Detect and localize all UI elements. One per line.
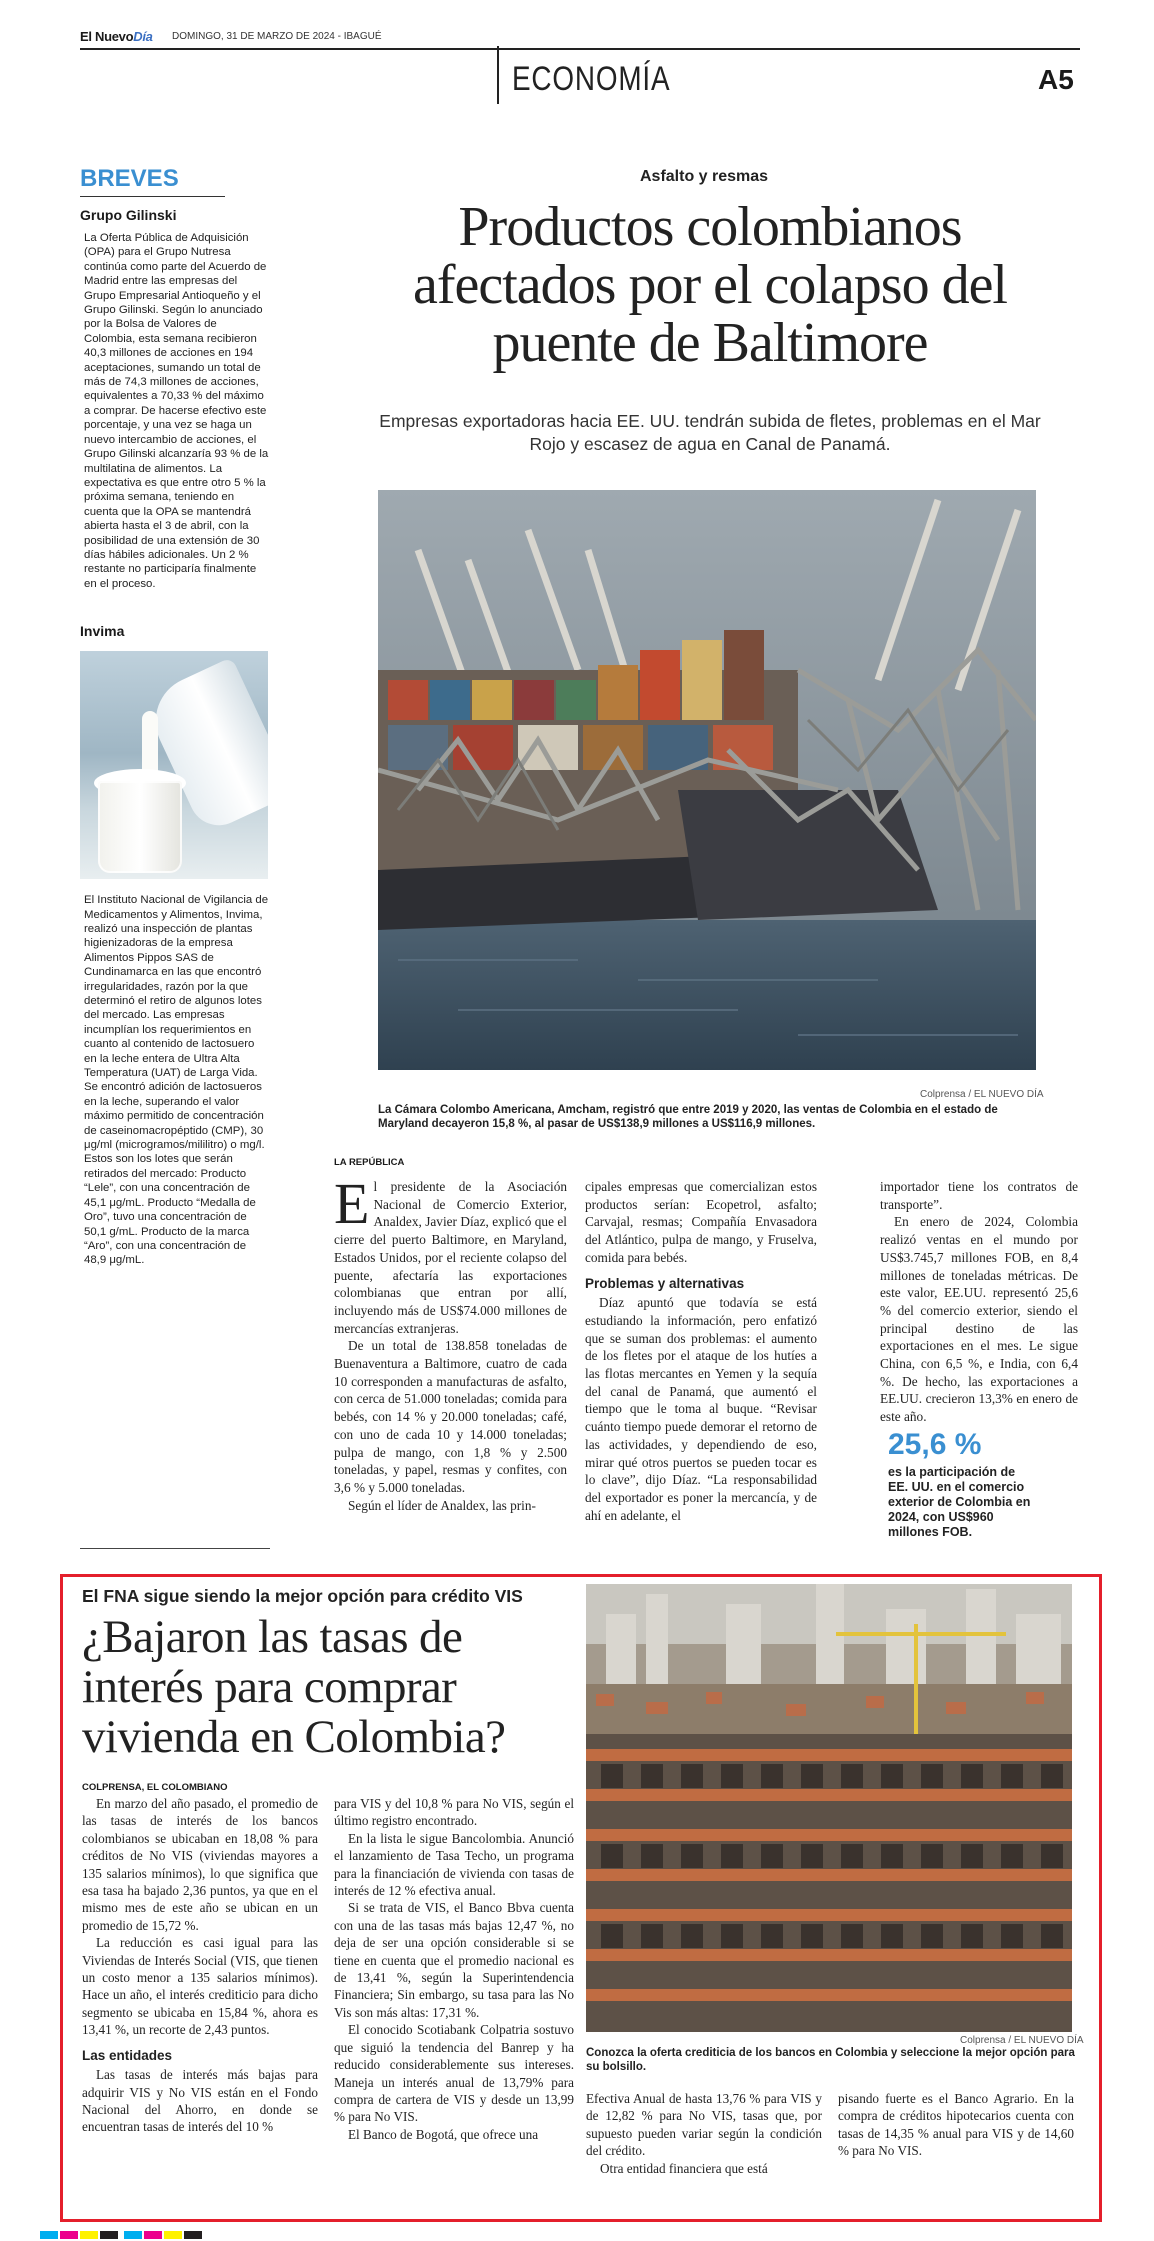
paragraph: para VIS y del 10,8 % para No VIS, según el último registro encontrado. [334, 1796, 574, 1829]
bridge-photo [378, 490, 1036, 1070]
section-name: ECONOMÍA [512, 60, 671, 98]
masthead [80, 28, 1080, 50]
paragraph: De un total de 138.858 toneladas de Buenaventura a Baltimore, cuatro de cada 10 corresponden a manufacturas de asfalto, con cerca de 51.000 toneladas; comida para bebés, con 14 % y 20.000 toneladas; café, con uno de cada 10 y 14.000 toneladas; pulpa de mango, con 1,8 % y 2.500 toneladas, y papel, resmas y confites, con 3,6 % y 5.000 toneladas. [334, 1338, 567, 1495]
paragraph: Según el líder de Analdex, las prin- [348, 1497, 536, 1513]
photo-credit: Colprensa / EL NUEVO DÍA [920, 1089, 1044, 1100]
sidebar-rule [80, 1548, 270, 1549]
subheading: Las entidades [82, 2047, 173, 2063]
paragraph: El Banco de Bogotá, que ofrece una [348, 2126, 539, 2142]
vis-column-2 [334, 1795, 574, 2143]
story-column-3 [880, 1178, 1078, 1426]
building-photo-illustration [586, 1584, 1072, 2032]
story-deck: Empresas exportadoras hacia EE. UU. tendrán subida de fletes, problemas en el Mar Rojo y escasez de agua en Canal de Panamá. [379, 411, 1041, 454]
brief-heading: Invima [80, 623, 125, 640]
paragraph: En la lista le sigue Bancolombia. Anunció el lanzamiento de Tasa Techo, un programa para la financiación de vivienda con tasas de interés de 12 % efectiva anual. [334, 1830, 574, 1899]
paragraph: Efectiva Anual de hasta 13,76 % para VIS y de 12,82 % para No VIS, tasas que, por supuesto pueden variar según la condición del crédito. [586, 2091, 822, 2159]
photo-caption: Conozca la oferta crediticia de los bancos en Colombia y seleccione la mejor opción para su bolsillo. [586, 2047, 1075, 2073]
paragraph: importador tiene los contratos de transporte”. [880, 1179, 1078, 1212]
stat-number: 25,6 % [888, 1428, 982, 1461]
vis-source: COLPRENSA, EL COLOMBIANO [82, 1782, 228, 1793]
paragraph: cipales empresas que comercializan estos productos serían: Ecopetrol, asfalto; Carvajal, resmas; Compañía Envasadora del Atlántico, pulpa de mango, y Fruselva, comida para bebés. [585, 1179, 817, 1265]
brief-body: El Instituto Nacional de Vigilancia de Medicamentos y Alimentos, Invima, realizó una inspección de plantas higienizadoras de la empresa Alimentos Pippos SAS de Cundinamarca en las que encontró irregularidades, razón por la que determinó el retiro de algunos lotes del mercado. Las empresas incumplían los requerimientos en cuanto al contenido de lactosuero en la leche entera de Ultra Alta Temperatura (UAT) de Larga Vida. Se encontró adición de lactosueros en la leche, superando el valor máximo permitido de concentración de caseinomacropéptido (CMP), 30 μg/ml (microgramos/mililitro) o mg/l. Estos son los lotes que serán retirados del mercado: Producto “Lele”, con una concentración de 45,1 μg/mL. Producto “Medalla de Oro”, tuvo una concentración de 50,1 g/mL. Producto de la marca “Aro”, con una concentración de 48,9 μg/mL. [84, 894, 269, 1267]
story-column-1 [334, 1171, 567, 1514]
vis-kicker: El FNA sigue siendo la mejor opción para crédito VIS [82, 1586, 523, 1606]
paragraph [334, 1171, 567, 1337]
story-column-2 [585, 1178, 817, 1524]
story-kicker: Asfalto y resmas [640, 168, 769, 185]
stat-description: es la participación de EE. UU. en el comercio exterior de Colombia en 2024, con US$960 millones FOB. [888, 1465, 1031, 1539]
newspaper-logo [80, 29, 153, 44]
subheading: Problemas y alternativas [585, 1275, 745, 1291]
milk-glass-shape [98, 781, 182, 873]
paragraph: El conocido Scotiabank Colpatria sostuvo que siguió la tendencia del Banrep y ha reducido considerablemente sus intereses. Maneja un interés anual de 13,79% para compra de cartera de VIS y desde un 13,99 % para No VIS. [334, 2022, 574, 2125]
paragraph-text: l presidente de la Asociación Nacional de Comercio Exterior, Analdex, Javier Díaz, explicó que el cierre del puerto Baltimore, en Maryland, Estados Unidos, por el reciente colapso del puente, afectaría las exportaciones colombianas que entran por allí, incluyendo más de US$74.000 millones de mercancías extranjeras. [334, 1179, 567, 1336]
paragraph: pisando fuerte es el Banco Agrario. En la compra de créditos hipotecarios cuenta con tasas de 14,35 % anual para VIS y de 14,60 % para No VIS. [838, 2091, 1074, 2159]
milk-photo [80, 651, 268, 879]
paragraph: Otra entidad financiera que está [600, 2160, 768, 2176]
paragraph: En enero de 2024, Colombia realizó ventas en el mundo por US$3.745,7 millones FOB, en 8,4 millones de toneladas métricas. De este valor, EE.UU. representó 25,6 % del comercio exterior, siendo el principal destino de las exportaciones en el mes. Le sigue China, con 6,5 %, e India, con 6,4 %. De hecho, las exportaciones a EE.UU. crecieron 13,3% en enero de este año. [880, 1214, 1078, 1425]
registration-mark-icon [40, 2226, 1114, 2236]
building-photo [586, 1584, 1072, 2032]
photo-caption: La Cámara Colombo Americana, Amcham, registró que entre 2019 y 2020, las ventas de Colombia en el estado de Maryland decayeron 15,8 %, al pasar de US$138,9 millones a US$116,9 millones. [378, 1104, 998, 1130]
story-source: LA REPÚBLICA [334, 1157, 405, 1168]
page-number: A5 [1038, 64, 1074, 95]
paragraph: Las tasas de interés más bajas para adquirir VIS y No VIS están en el Fondo Nacional del Ahorro, en donde se encuentran tasas de interés del 10 % [82, 2067, 318, 2135]
paragraph: Si se trata de VIS, el Banco Bbva cuenta con una de las tasas más bajas 12,47 %, no deja de ser una opción considerable si se tiene en cuenta que el promedio nacional es de 13,41 %, según la Superintendencia Financiera; Sin embargo, su tasa para las No Vis son más altas: 17,31 %. [334, 1900, 574, 2020]
paragraph: La reducción es casi igual para las Viviendas de Interés Social (VIS, que tienen un costo menor a 135 salarios mínimos). Hace un año, el interés crediticio para dicho segmento se ubicaba en 15,84 %, ahora es 13,41 %, un recorte de 2,43 puntos. [82, 1935, 318, 2038]
vis-headline: ¿Bajaron las tasas de interés para comprar vivienda en Colombia? [82, 1611, 506, 1763]
sidebar-breves [80, 165, 270, 1268]
paragraph: Díaz apuntó que todavía se está estudiando la información, pero enfatizó que se suman dos problemas: el aumento de los fletes por el ataque de los hutíes a las flotas mercantes en Yemen y la sequía del canal de Panamá, que aumentó el tiempo que le toma al buque. “Revisar cuánto tiempo puede demorar el retorno de las actividades, y dependiendo de eso, mirar qué otros puertos se pueden tocar es lo clave”, dijo Díaz. “La responsabilidad del exportador es poner la mercancía, y de ahí en adelante, el [585, 1295, 817, 1523]
logo-accent: Día [133, 29, 153, 44]
vis-column-1 [82, 1795, 318, 2136]
photo-credit: Colprensa / EL NUEVO DÍA [960, 2035, 1084, 2046]
story-headline: Productos colombianos afectados por el colapso del puente de Baltimore [413, 196, 1007, 374]
drop-cap: E [334, 1171, 370, 1236]
vis-column-4 [838, 2090, 1074, 2160]
dateline: DOMINGO, 31 DE MARZO DE 2024 - IBAGUÉ [172, 31, 382, 42]
logo-text: El Nuevo [80, 29, 134, 44]
brief-heading: Grupo Gilinski [80, 207, 177, 223]
section-divider [497, 46, 499, 104]
paragraph: En marzo del año pasado, el promedio de las tasas de interés de los bancos colombianos se ubicaban en 18,08 % para créditos de No VIS (viviendas mayores a 135 salarios mínimos), lo que significa que esa tasa ha bajado 2,36 puntos, ya que en el mismo mes de este año se ubican en un promedio de 15,72 %. [82, 1796, 318, 1933]
bridge-photo-illustration [378, 490, 1036, 1070]
brief-body: La Oferta Pública de Adquisición (OPA) para el Grupo Nutresa continúa como parte del Acuerdo de Madrid entre las empresas del Grupo Empresarial Antioqueño y el Grupo Gilinski. Según lo anunciado por la Bolsa de Valores de Colombia, esta semana recibieron 40,3 millones de acciones en 194 aceptaciones, sumando un total de más de 74,3 millones de acciones, equivalentes a 70,33 % del máximo a comprar. De hacerse efectivo este porcentaje, y una vez se haga un nuevo intercambio de acciones, el Grupo Gilinski alcanzaría 93 % de la multilatina de alimentos. La expectativa es que entre otro 5 % la próxima semana, teniendo en cuenta que la OPA se mantendrá abierta hasta el 3 de abril, con la posibilidad de una extensión de 30 días hábiles adicionales. Un 2 % restante no participaría finalmente en el proceso. [84, 232, 269, 590]
vis-column-3 [586, 2090, 822, 2177]
breves-title: BREVES [80, 165, 225, 197]
